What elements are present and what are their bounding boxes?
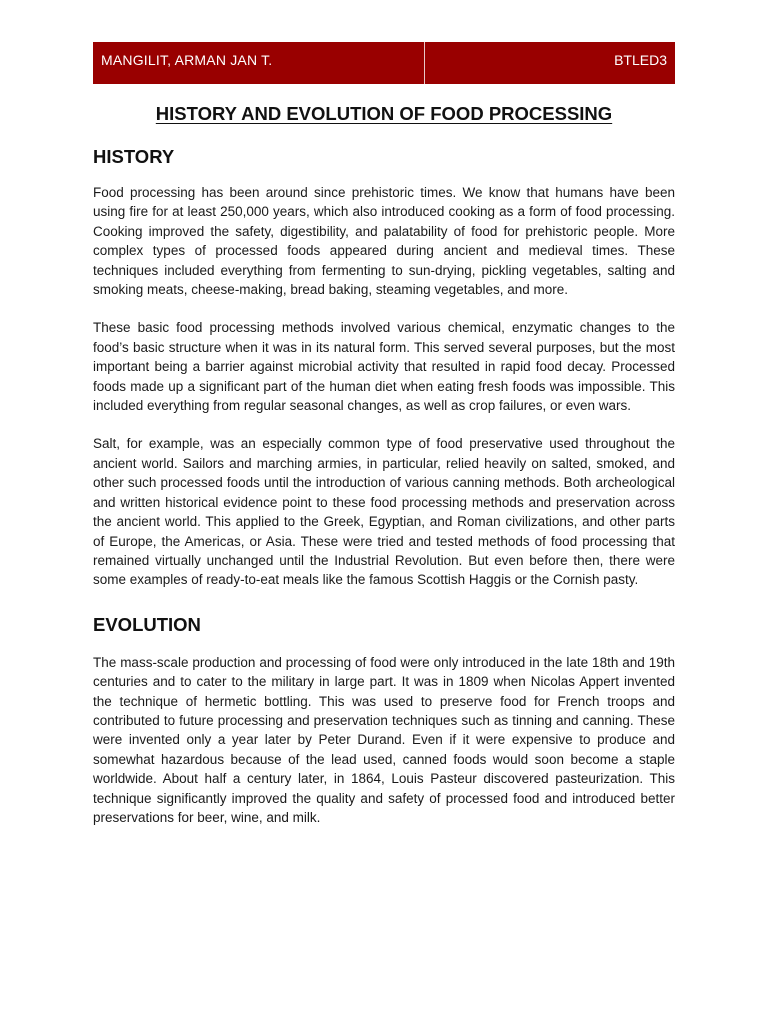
header-bar: [93, 42, 675, 84]
history-paragraph-3: Salt, for example, was an especially common type of food preservative used throughout the ancient world. Sailors and marching armies, in particular, relied heavily on salted, smoked, and other such processed foods until the introduction of various canning methods. Both archeological and written historical evidence point to these food processing methods and preservation across the ancient world. This applied to the Greek, Egyptian, and Roman civilizations, and other parts of Europe, the Americas, or Asia. These were tried and tested methods of food processing that remained virtually unchanged until the Industrial Revolution. But even before then, there were some examples of ready-to-eat meals like the famous Scottish Haggis or the Cornish pasty.: [93, 436, 675, 588]
document-page: [93, 42, 675, 827]
evolution-paragraph-1: The mass-scale production and processing of food were only introduced in the late 18th and 19th centuries and to cater to the military in large part. It was in 1809 when Nicolas Appert invented the technique of hermetic bottling. This was used to preserve food for French troops and contributed to future processing and preservation techniques such as tinning and canning. These were invented only a year later by Peter Durand. Even if it were expensive to produce and somewhat hazardous because of the lead used, canned foods would soon become a staple worldwide. About half a century later, in 1864, Louis Pasteur discovered pasteurization. This technique significantly improved the quality and safety of processed food and introduced better preservations for beer, wine, and milk.: [93, 654, 675, 825]
history-paragraph-1: Food processing has been around since prehistoric times. We know that humans have been using fire for at least 250,000 years, which also introduced cooking as a form of food processing. Cooking improved the safety, digestibility, and palatability of food for prehistoric people. More complex types of processed foods appeared during ancient and medieval times. These techniques included everything from fermenting to sun-drying, pickling vegetables, salting and smoking meats, cheese-making, bread baking, steaming vegetables, and more.: [93, 185, 675, 298]
history-paragraph-2: These basic food processing methods involved various chemical, enzymatic changes to the food’s basic structure when it was in its natural form. This served several purposes, but the most important being a barrier against microbial activity that resulted in rapid food decay. Processed foods made up a significant part of the human diet when eating fresh foods was impossible. This included everything from regular seasonal changes, as well as crop failures, or even wars.: [93, 320, 675, 414]
student-name: MANGILIT, ARMAN JAN T.: [93, 42, 425, 84]
evolution-heading: EVOLUTION: [93, 613, 201, 635]
document-title: HISTORY AND EVOLUTION OF FOOD PROCESSING: [155, 103, 613, 124]
course-section: BTLED3: [614, 52, 667, 68]
history-heading: HISTORY: [93, 146, 175, 167]
